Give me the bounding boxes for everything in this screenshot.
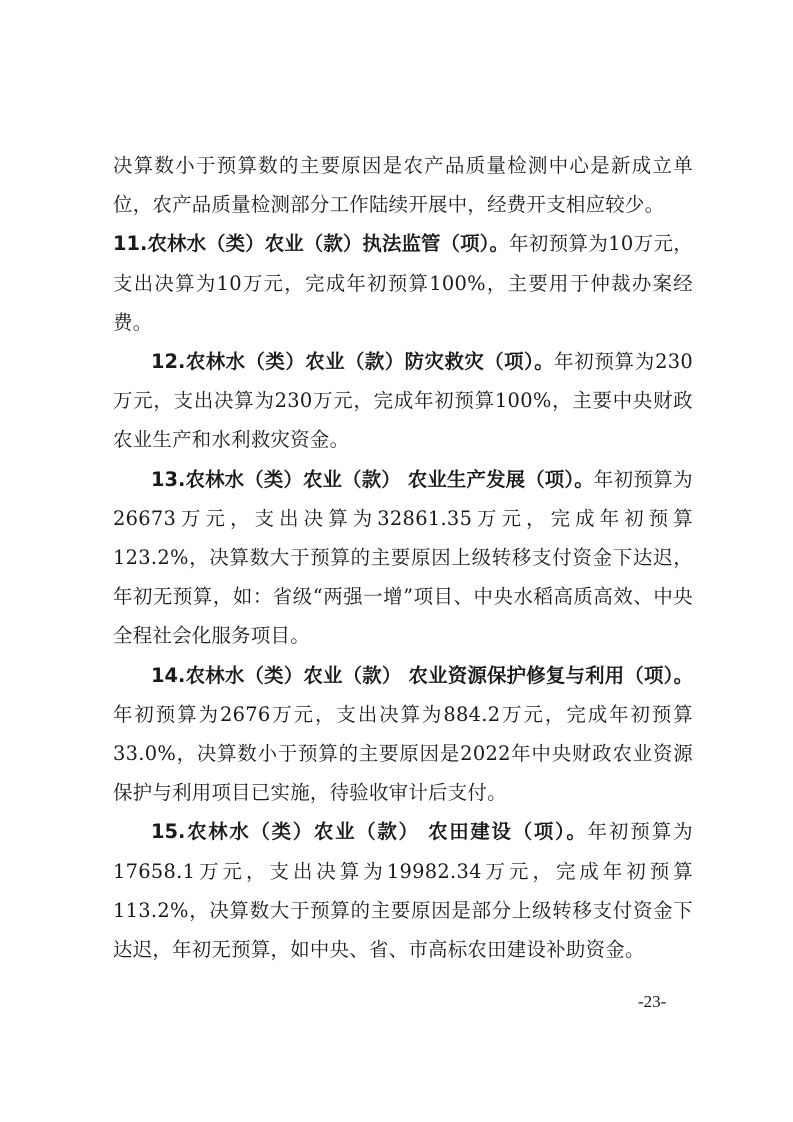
paragraph-continuation xyxy=(113,146,693,224)
item-heading: 11.农林水（类）农业（款）执法监管（项）。 xyxy=(113,232,510,256)
paragraph-text: 年初预算为2676万元，支出决算为884.2万元，完成年初预算33.0%，决算数小于预算的主要原因是2022年中央财政农业资源保护与利用项目已实施，待验收审计后支付。 xyxy=(113,702,693,805)
paragraph-text: 决算数小于预算数的主要原因是农产品质量检测中心是新成立单位，农产品质量检测部分工作陆续开展中，经费开支相应较少。 xyxy=(113,154,693,217)
item-heading: 14.农林水（类）农业（款） 农业资源保护修复与利用（项）。 xyxy=(151,663,693,687)
page-number: -23- xyxy=(638,992,667,1011)
document-body xyxy=(113,146,693,969)
paragraph-text: 年初预算为26673万元，支出决算为32861.35万元，完成年初预算123.2%，决算数大于预算的主要原因上级转移支付资金下达迟，年初无预算，如：省级“两强一增”项目、中央水稻高质高效、中央全程社会化服务项目。 xyxy=(113,467,693,648)
paragraph-text: 年初预算为230万元，支出决算为230万元，完成年初预算100%，主要中央财政农业生产和水利救灾资金。 xyxy=(113,350,693,452)
paragraph-item-11 xyxy=(113,224,693,342)
item-heading: 12.农林水（类）农业（款）防灾救灾（项）。 xyxy=(151,350,555,374)
item-heading: 15.农林水（类）农业（款） 农田建设（项）。 xyxy=(151,820,588,844)
item-heading: 13.农林水（类）农业（款） 农业生产发展（项）。 xyxy=(151,467,594,491)
paragraph-item-12 xyxy=(113,342,693,460)
paragraph-text: 年初预算为17658.1万元，支出决算为19982.34万元，完成年初预算113.2%，决算数大于预算的主要原因是部分上级转移支付资金下达迟，年初无预算，如中央、省、市高标农田建设补助资金。 xyxy=(113,820,693,962)
paragraph-item-15 xyxy=(113,812,693,969)
paragraph-item-13 xyxy=(113,460,693,656)
paragraph-text: 年初预算为10万元，支出决算为10万元，完成年初预算100%，主要用于仲裁办案经费。 xyxy=(113,232,693,334)
paragraph-item-14 xyxy=(113,656,693,813)
